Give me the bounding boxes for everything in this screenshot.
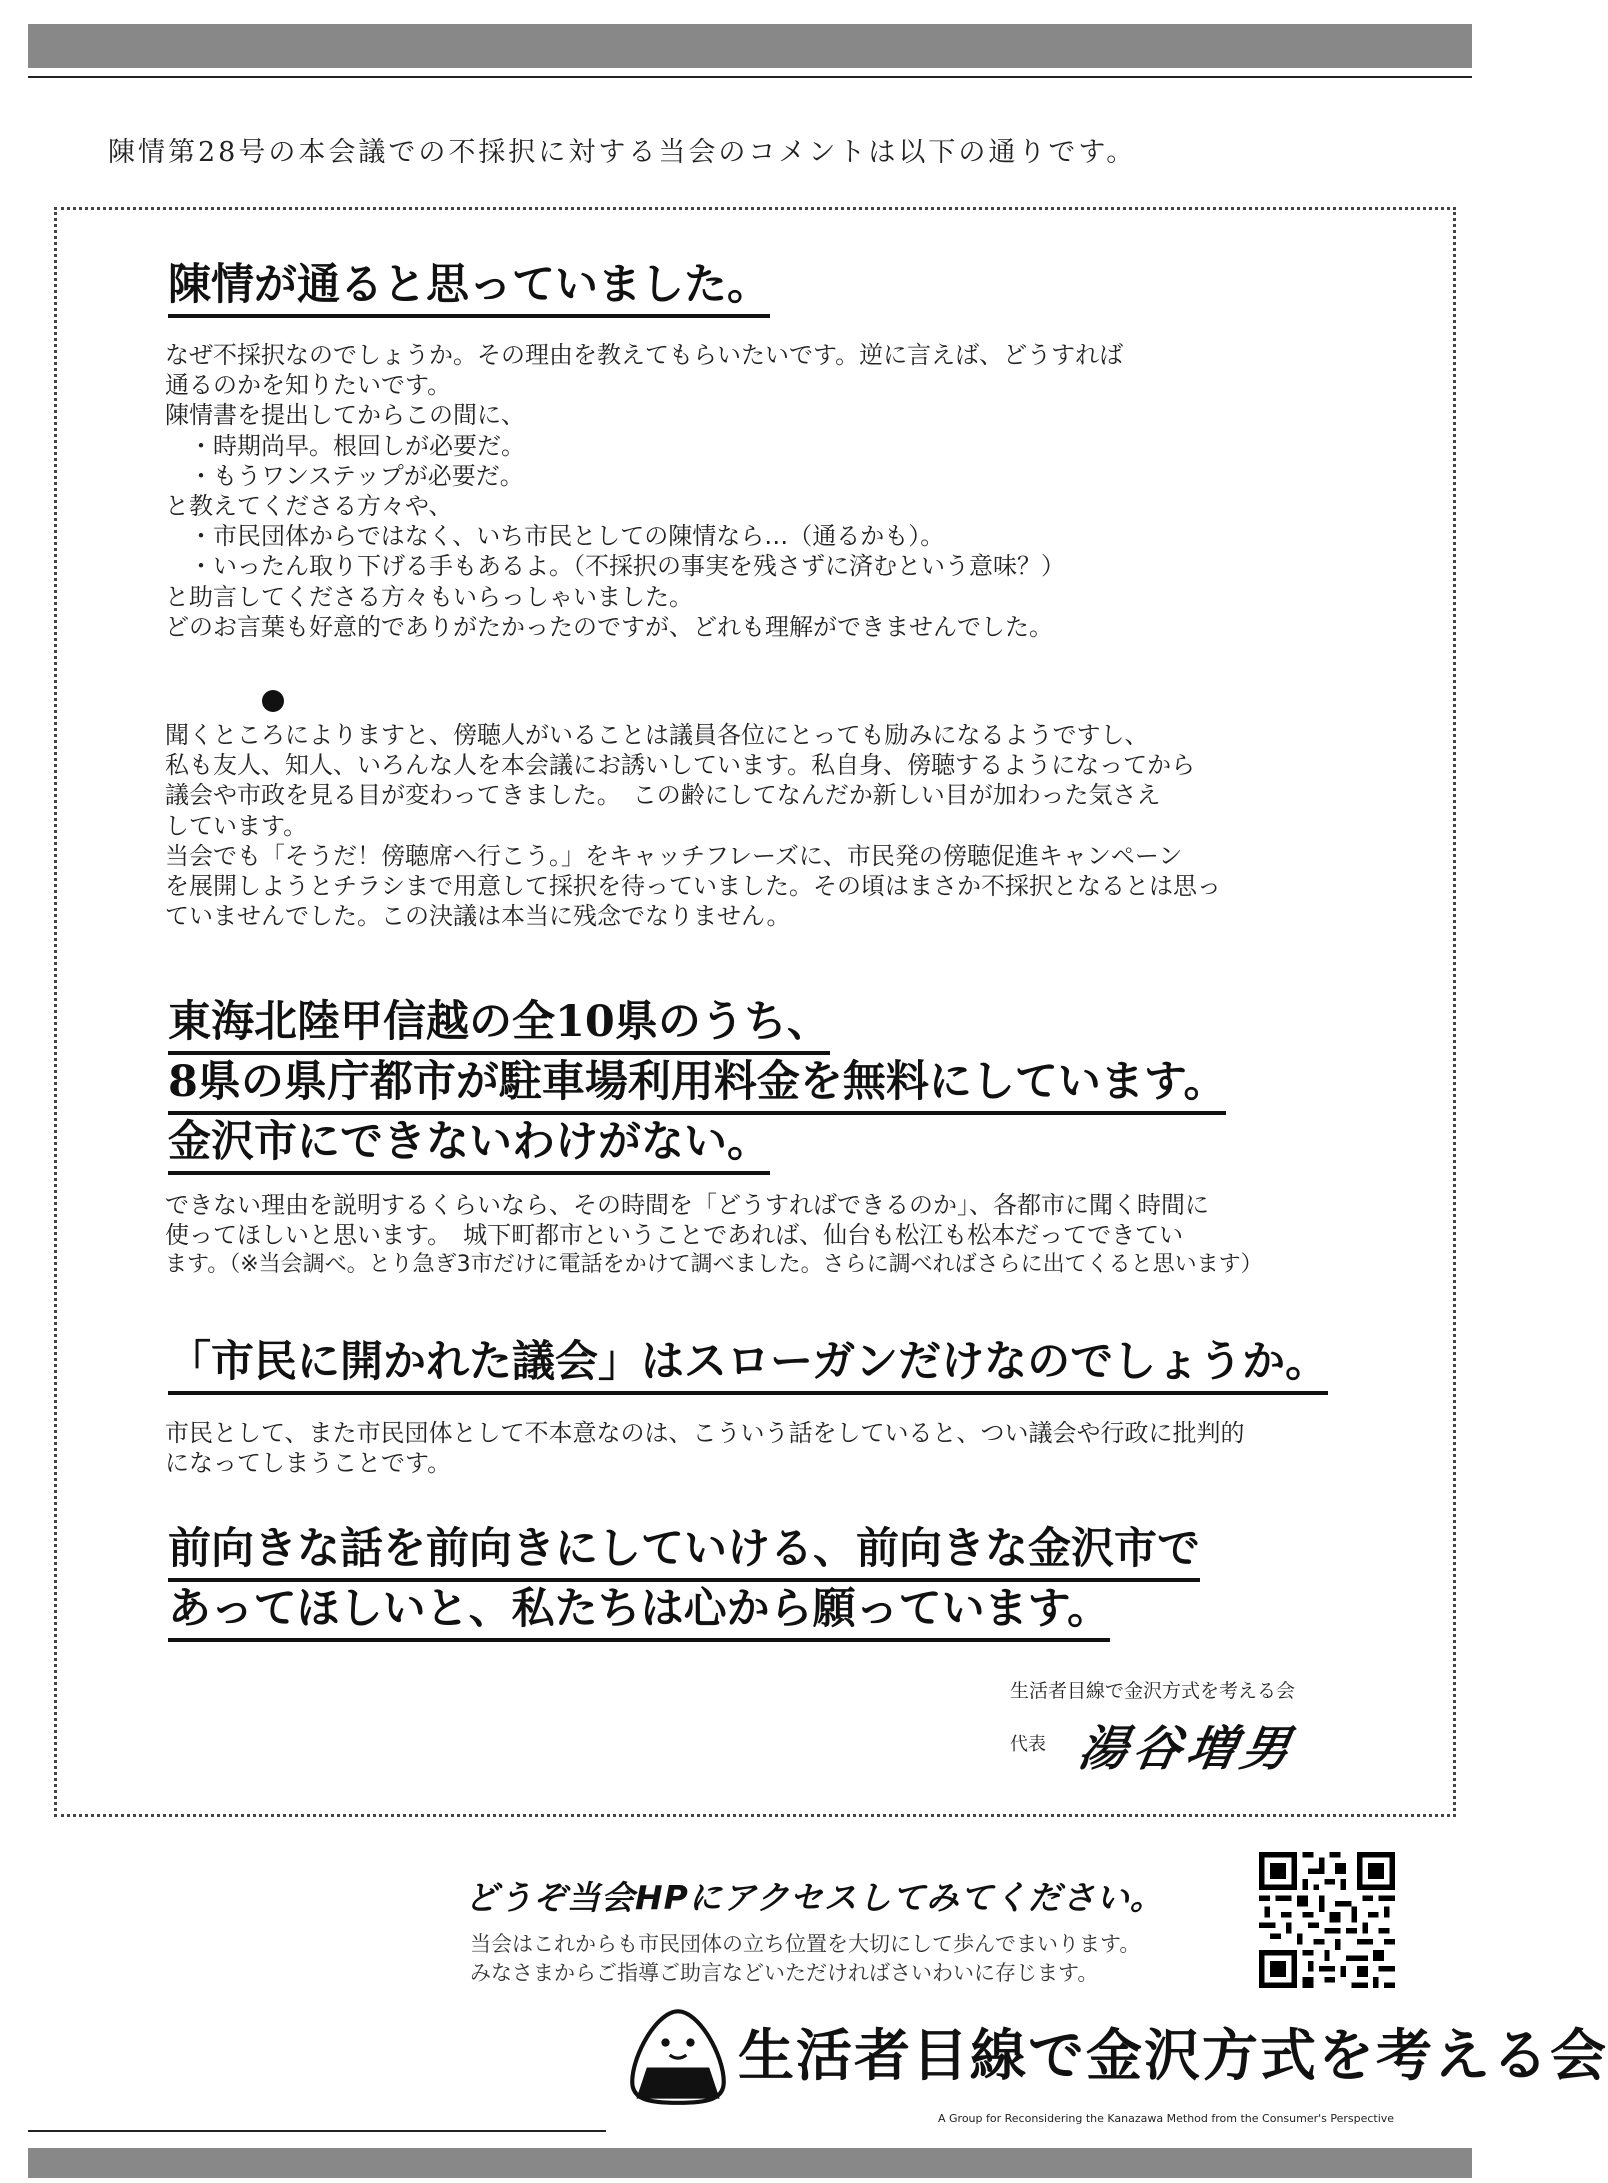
section3-line: になってしまうことです。 xyxy=(165,1449,452,1478)
section1-line: しています。 xyxy=(165,811,308,840)
section2-heading-line: 8県の県庁都市が駐車場利用料金を無料にしています。 xyxy=(168,1055,1226,1115)
section1-body xyxy=(165,340,1123,642)
intro-text: 陳情第28号の本会議での不採択に対する当会のコメントは以下の通りです。 xyxy=(108,137,1137,168)
qr-code-icon[interactable] xyxy=(1253,1846,1401,1994)
section1-body-2 xyxy=(165,720,1221,931)
cta-line: 当会はこれからも市民団体の立ち位置を大切にして歩んでまいります。 xyxy=(470,1932,1141,1956)
section2-body xyxy=(165,1190,1263,1281)
footer-logo-text: 生活者目線で金沢方式を考える会 xyxy=(738,2024,1608,2089)
signature-role: 代表 xyxy=(1010,1734,1046,1755)
cta-text xyxy=(470,1930,1140,1988)
section2-line: できない理由を説明するくらいなら、その時間を「どうすればできるのか」、各都市に聞く時間に xyxy=(165,1191,1209,1219)
section2-line: 使ってほしいと思います。 城下町都市ということであれば、仙台も松江も松本だってできてい xyxy=(165,1221,1184,1250)
section1-line: どのお言葉も好意的でありがたかったのですが、どれも理解ができませんでした。 xyxy=(165,612,1053,641)
section3-heading xyxy=(168,1335,1328,1395)
section1-line: 当会でも「そうだ！傍聴席へ行こう。」をキャッチフレーズに、市民発の傍聴促進キャンペーン xyxy=(165,841,1183,870)
section2-line: ます。（※当会調べ。とり急ぎ3市だけに電話をかけて調べました。さらに調べればさらに出てくると思います） xyxy=(165,1252,1263,1278)
section2-heading-line: 金沢市にできないわけがない。 xyxy=(168,1115,770,1175)
section1-line: ・いったん取り下げる手もあるよ。（不採択の事実を残さずに済むという意味？） xyxy=(165,552,1065,581)
cta-title: どうぞ当会HPにアクセスしてみてください。 xyxy=(465,1878,1164,1917)
section1-line: ・時期尚早。根回しが必要だ。 xyxy=(165,431,525,460)
section1-line: と助言してくださる方々もいらっしゃいました。 xyxy=(165,582,693,611)
section3-line: 市民として、また市民団体として不本意なのは、こういう話をしていると、つい議会や行政に批判的 xyxy=(165,1419,1245,1447)
section3-body xyxy=(165,1418,1245,1478)
section1-line: 聞くところによりますと、傍聴人がいることは議員各位にとっても励みになるようですし、 xyxy=(165,721,1149,749)
section4-heading-line: 前向きな話を前向きにしていける、前向きな金沢市で xyxy=(168,1522,1200,1582)
section1-line: 通るのかを知りたいです。 xyxy=(165,371,452,400)
section1-line: 陳情書を提出してからこの間に、 xyxy=(165,401,525,430)
section1-heading xyxy=(168,258,770,318)
section1-line: 議会や市政を見る目が変わってきました。 この齢にしてなんだか新しい目が加わった気さえ xyxy=(165,781,1161,810)
cta-line: みなさまからご指導ご助言などいただければさいわいに存じます。 xyxy=(470,1961,1099,1985)
section1-line: ・市民団体からではなく、いち市民としての陳情なら…（通るかも）。 xyxy=(165,522,945,551)
section4-heading-line: あってほしいと、私たちは心から願っています。 xyxy=(168,1582,1110,1642)
section3-heading-text: 「市民に開かれた議会」はスローガンだけなのでしょうか。 xyxy=(168,1335,1328,1395)
section1-heading-text: 陳情が通ると思っていました。 xyxy=(168,258,770,318)
section4-heading xyxy=(168,1522,1200,1642)
section2-heading-line: 東海北陸甲信越の全10県のうち、 xyxy=(168,995,830,1055)
section1-line: を展開しようとチラシまで用意して採択を待っていました。その頃はまさか不採択となるとは思っ xyxy=(165,871,1221,900)
section1-line: なぜ不採択なのでしょうか。その理由を教えてもらいたいです。逆に言えば、どうすれば xyxy=(165,341,1124,369)
section1-line: ていませんでした。この決議は本当に残念でなりません。 xyxy=(165,902,791,931)
footer-logo-subtitle: A Group for Reconsidering the Kanazawa Method from the Consumer's Perspective xyxy=(938,2112,1395,2125)
section1-line: と教えてくださる方々や、 xyxy=(165,491,453,520)
footer-bar xyxy=(28,2148,1472,2178)
bullet-dot xyxy=(262,690,284,712)
section1-line: ・もうワンステップが必要だ。 xyxy=(165,461,524,490)
header-rule xyxy=(28,76,1472,78)
footer-rule xyxy=(28,2130,606,2132)
signature-name: 湯谷増男 xyxy=(1074,1721,1301,1777)
header-bar xyxy=(28,24,1472,68)
onigiri-logo-icon xyxy=(626,2003,730,2107)
section1-line: 私も友人、知人、いろんな人を本会議にお誘いしています。私自身、傍聴するようになってから xyxy=(165,751,1196,780)
section2-heading xyxy=(168,995,1226,1175)
signature-organization: 生活者目線で金沢方式を考える会 xyxy=(1010,1680,1296,1702)
